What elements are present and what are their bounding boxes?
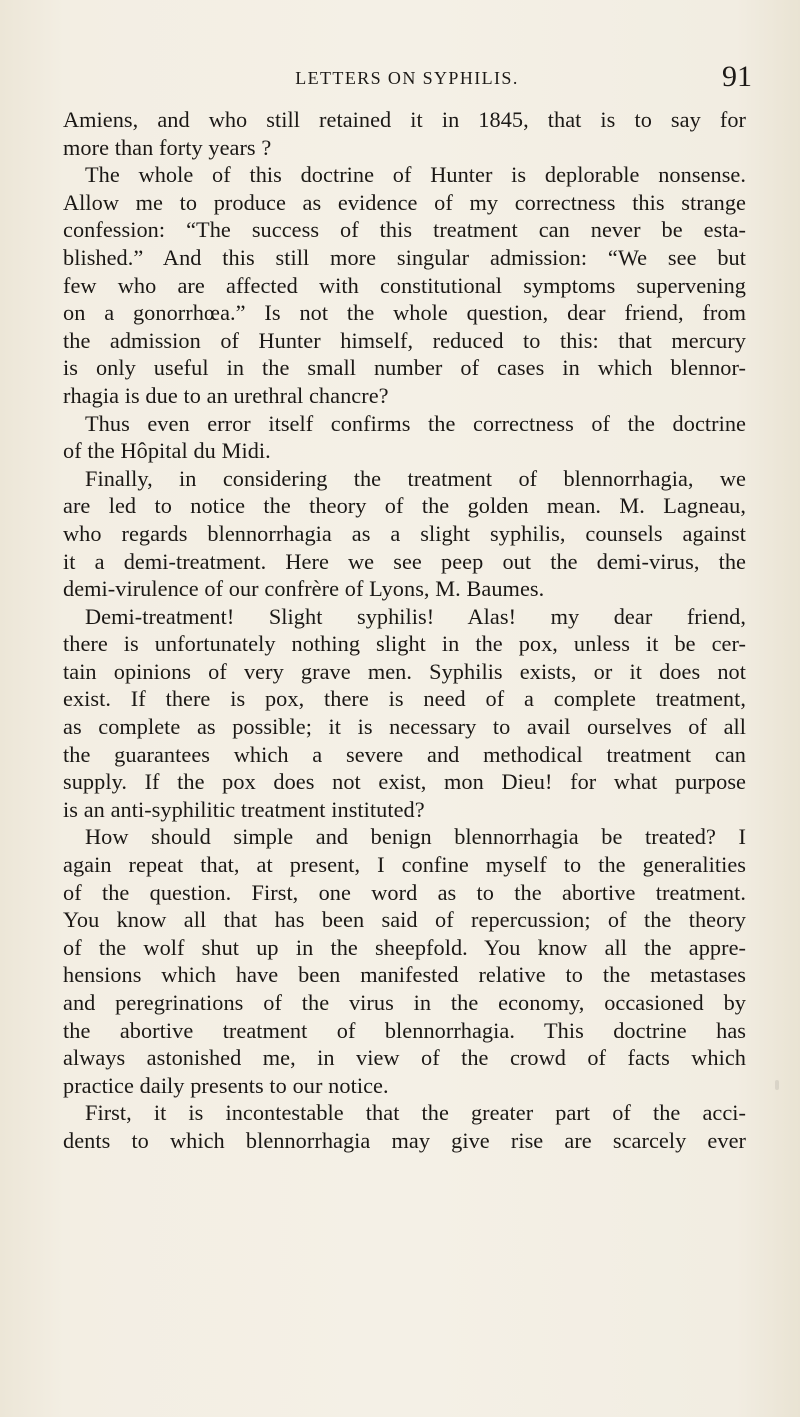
text-line: confession: “The success of this treatment can never be esta- [63, 217, 746, 243]
text-line: on a gonorrhœa.” Is not the whole question, dear friend, from [63, 300, 746, 326]
text-line: of the wolf shut up in the sheepfold. You know all the appre- [63, 934, 746, 960]
text-line: the guarantees which a severe and methodical treatment can [63, 741, 746, 767]
text-line: blished.” And this still more singular admission: “We see but [63, 244, 746, 270]
text-line: How should simple and benign blennorrhagia be treated? I [85, 824, 746, 850]
text-line: The whole of this doctrine of Hunter is deplorable nonsense. [85, 162, 746, 188]
text-line: of the question. First, one word as to the abortive treatment. [63, 879, 746, 905]
text-line: You know all that has been said of repercussion; of the theory [63, 907, 746, 933]
text-line: more than forty years ? [63, 134, 272, 160]
text-line: practice daily presents to our notice. [63, 1072, 389, 1098]
text-line: supply. If the pox does not exist, mon Dieu! for what purpose [63, 769, 746, 795]
text-line: and peregrinations of the virus in the economy, occasioned by [63, 990, 746, 1015]
text-line: the abortive treatment of blennorrhagia. This doctrine has [63, 1017, 746, 1043]
text-line: rhagia is due to an urethral chancre? [63, 382, 389, 408]
text-line: it a demi-treatment. Here we see peep out the demi-virus, the [63, 548, 746, 574]
text-line: who regards blennorrhagia as a slight syphilis, counsels against [63, 520, 746, 546]
text-line: dents to which blennorrhagia may give rise are scarcely ever [63, 1127, 746, 1153]
page-number: 91 [722, 60, 752, 93]
text-line: again repeat that, at present, I confine myself to the generalities [63, 852, 746, 878]
text-line: the admission of Hunter himself, reduced to this: that mercury [63, 327, 746, 353]
text-line: is an anti-syphilitic treatment instituted? [63, 796, 425, 822]
text-line: demi-virulence of our confrère of Lyons, M. Baumes. [63, 576, 545, 602]
running-head: LETTERS ON SYPHILIS. [295, 68, 519, 88]
text-line: Finally, in considering the treatment of blennorrhagia, we [85, 465, 746, 491]
text-line: are led to notice the theory of the golden mean. M. Lagneau, [63, 493, 746, 519]
text-line: Demi-treatment! Slight syphilis! Alas! my dear friend, [85, 603, 746, 629]
text-line: exist. If there is pox, there is need of a complete treatment, [63, 686, 746, 712]
text-line: as complete as possible; it is necessary to avail ourselves of all [63, 714, 746, 740]
text-line: First, it is incontestable that the greater part of the acci- [85, 1100, 746, 1126]
text-line: Thus even error itself confirms the correctness of the doctrine [85, 410, 746, 436]
text-line: Amiens, and who still retained it in 1845, that is to say for [63, 107, 746, 132]
text-line: always astonished me, in view of the crowd of facts which [63, 1045, 746, 1071]
text-line: of the Hôpital du Midi. [63, 438, 271, 464]
paper-mark [775, 1080, 779, 1090]
text-line: hensions which have been manifested relative to the metastases [63, 962, 746, 988]
body-text [63, 106, 746, 1155]
page-header [62, 62, 752, 102]
text-line: tain opinions of very grave men. Syphilis exists, or it does not [63, 658, 746, 684]
text-line: Allow me to produce as evidence of my correctness this strange [63, 189, 746, 215]
text-line: there is unfortunately nothing slight in the pox, unless it be cer- [63, 631, 746, 657]
text-line: few who are affected with constitutional symptoms supervening [63, 272, 746, 298]
text-line: is only useful in the small number of cases in which blennor- [63, 355, 746, 381]
